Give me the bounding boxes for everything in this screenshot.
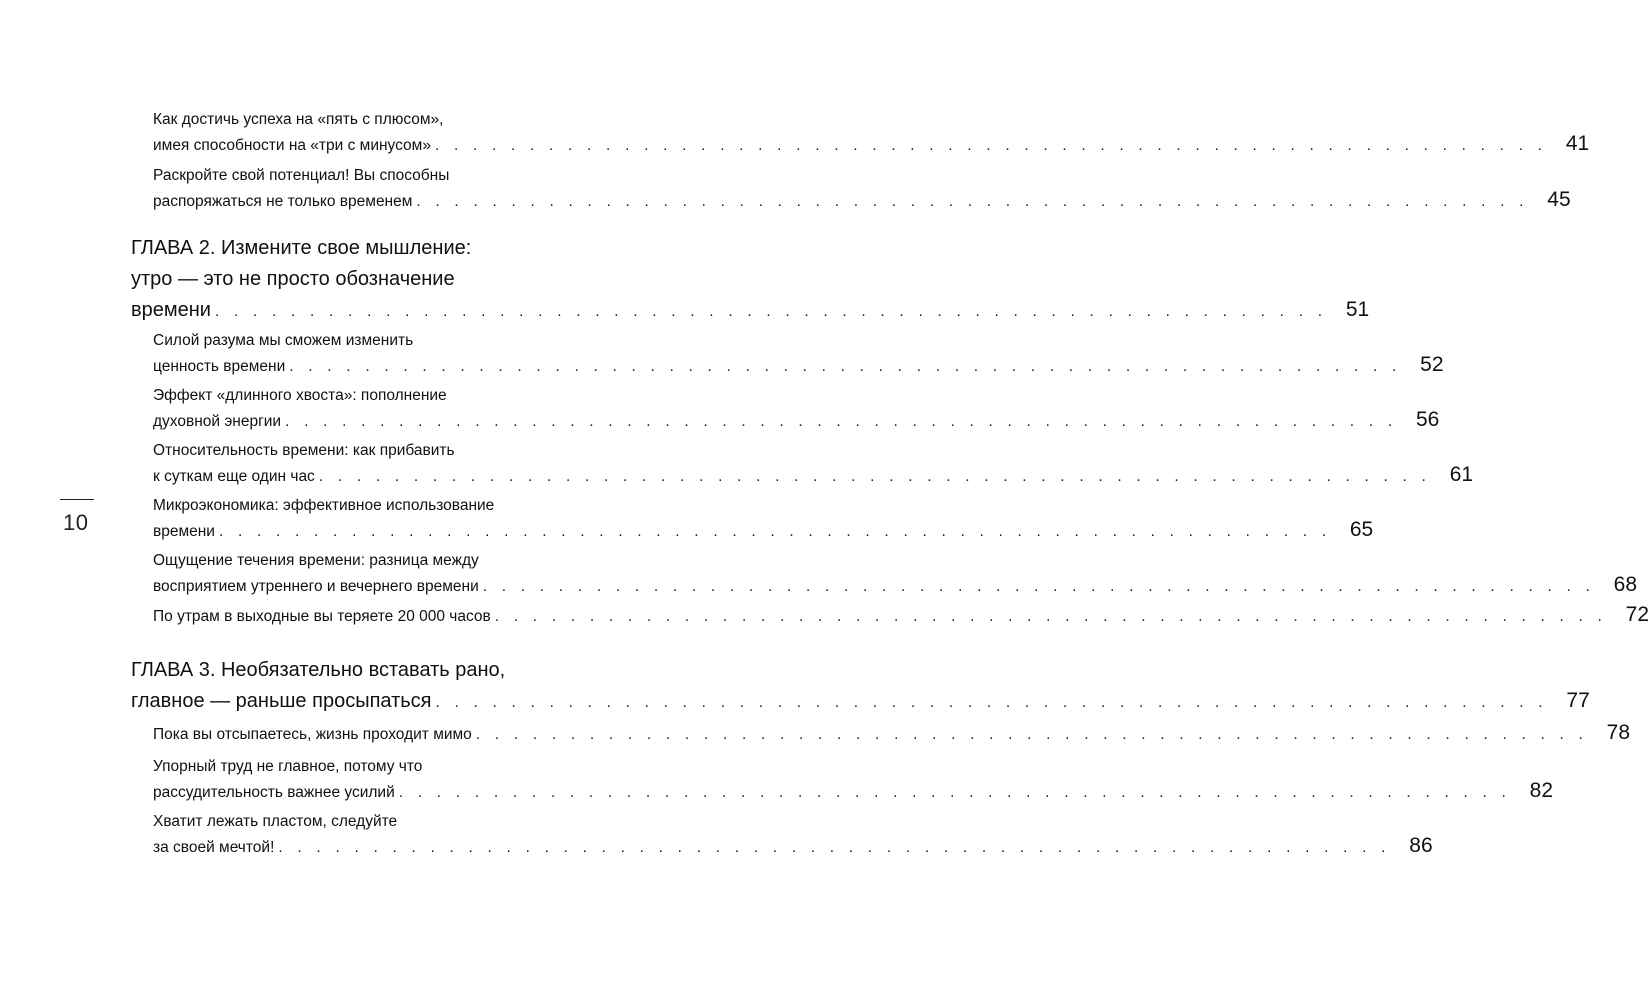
toc-entry-title: По утрам в выходные вы теряете 20 000 часов [153,608,491,625]
toc-entry-title-line2: ценность времени [153,358,286,375]
toc-entry[interactable] [153,551,1637,597]
toc-entry-title-line2: рассудительность важнее усилий [153,784,395,801]
toc-entry[interactable] [153,812,1433,858]
toc-entry-title-line2: за своей мечтой! [153,839,275,856]
dot-leader: . . . . . . . . . . . . . . . . . . . . . . . . . . . . . . . . . . . . . . . . . . . . . . . . . . . . . . . . . . . [278,839,1391,856]
toc-entry-page: 72 [1625,603,1649,626]
toc-entry-page: 68 [1613,573,1637,596]
chapter-title-line1: ГЛАВА 3. Необязательно вставать рано, [131,659,506,681]
dot-leader: . . . . . . . . . . . . . . . . . . . . . . . . . . . . . . . . . . . . . . . . . . . . . . . . . . . . . . . . . . . [318,468,1432,485]
dot-leader: . . . . . . . . . . . . . . . . . . . . . . . . . . . . . . . . . . . . . . . . . . . . . . . . . . . . . . . . . . . [416,193,1529,210]
toc-entry-page: 86 [1409,834,1433,857]
dot-leader: . . . . . . . . . . . . . . . . . . . . . . . . . . . . . . . . . . . . . . . . . . . . . . . . . . . . . . . . . . . [494,608,1608,625]
toc-entry[interactable] [153,166,1571,212]
toc-entry-title-line1: Как достичь успеха на «пять с плюсом», [153,111,444,128]
toc-entry-page: 56 [1415,408,1440,431]
dot-leader: . . . . . . . . . . . . . . . . . . . . . . . . . . . . . . . . . . . . . . . . . . . . . . . . . . . . . . . . . . . [435,694,1548,711]
page-number: 10 [63,510,89,535]
toc-entry[interactable] [153,331,1444,377]
toc-entry-page: 52 [1420,353,1444,376]
dot-leader: . . . . . . . . . . . . . . . . . . . . . . . . . . . . . . . . . . . . . . . . . . . . . . . . . . . . . . . . . . . [482,578,1595,595]
toc-entry-page: 61 [1449,463,1474,486]
dot-leader: . . . . . . . . . . . . . . . . . . . . . . . . . . . . . . . . . . . . . . . . . . . . . . . . . . . . . . . . . . . [434,137,1548,154]
toc-entry-title-line2: имея способности на «три с минусом» [153,137,431,154]
toc-entry[interactable] [153,496,1374,542]
toc-entry-page: 45 [1547,188,1571,211]
toc-entry-title-line1: Ощущение течения времени: разница между [153,552,479,569]
toc-entry[interactable] [153,386,1440,432]
toc-entry-title-line1: Раскройте свой потенциал! Вы способны [153,167,450,184]
dot-leader: . . . . . . . . . . . . . . . . . . . . . . . . . . . . . . . . . . . . . . . . . . . . . . . . . . . . . . . . . . . [218,523,1332,540]
toc-entry-page: 65 [1349,518,1374,541]
chapter-title-line3: времени [131,299,211,321]
toc-entry-title-line2: распоряжаться не только временем [153,193,413,210]
toc-entry-title-line2: восприятием утреннего и вечернего времени [153,578,479,595]
toc-entry-page: 82 [1529,779,1553,802]
toc-entry-title: Пока вы отсыпаетесь, жизнь проходит мимо [153,726,472,743]
toc-entry-title-line2: духовной энергии [153,413,282,430]
toc-entry-title-line1: Микроэкономика: эффективное использование [153,497,495,514]
toc-entry[interactable] [153,110,1590,156]
chapter-page: 51 [1345,298,1370,321]
dot-leader: . . . . . . . . . . . . . . . . . . . . . . . . . . . . . . . . . . . . . . . . . . . . . . . . . . . . . . . . . . . [475,726,1589,743]
chapter-page: 77 [1566,689,1590,712]
dot-leader: . . . . . . . . . . . . . . . . . . . . . . . . . . . . . . . . . . . . . . . . . . . . . . . . . . . . . . . . . . . [398,784,1511,801]
chapter-title-line2: главное — раньше просыпаться [131,690,432,712]
toc-entry-page: 41 [1565,132,1590,155]
page-number-rule [60,499,94,500]
chapter-title-line2: утро — это не просто обозначение [131,268,455,290]
dot-leader: . . . . . . . . . . . . . . . . . . . . . . . . . . . . . . . . . . . . . . . . . . . . . . . . . . . . . . . . . . . [214,303,1328,320]
toc-entry[interactable] [153,757,1553,803]
toc-entry-page: 78 [1606,721,1631,744]
toc-entry[interactable] [153,603,1649,651]
toc-entry-title-line1: Эффект «длинного хвоста»: пополнение [153,387,447,404]
toc-entry-title-line1: Упорный труд не главное, потому что [153,758,423,775]
toc-entry-title-line1: Силой разума мы сможем изменить [153,332,414,349]
toc-entry[interactable] [153,441,1474,487]
dot-leader: . . . . . . . . . . . . . . . . . . . . . . . . . . . . . . . . . . . . . . . . . . . . . . . . . . . . . . . . . . . [289,358,1402,375]
toc-entry-title-line1: Относительность времени: как прибавить [153,442,455,459]
toc-entry-title-line1: Хватит лежать пластом, следуйте [153,813,398,830]
toc-entry-title-line2: времени [153,523,215,540]
dot-leader: . . . . . . . . . . . . . . . . . . . . . . . . . . . . . . . . . . . . . . . . . . . . . . . . . . . . . . . . . . . [285,413,1398,430]
chapter-title-line1: ГЛАВА 2. Измените свое мышление: [131,237,472,259]
toc-entry-title-line2: к суткам еще один час [153,468,315,485]
